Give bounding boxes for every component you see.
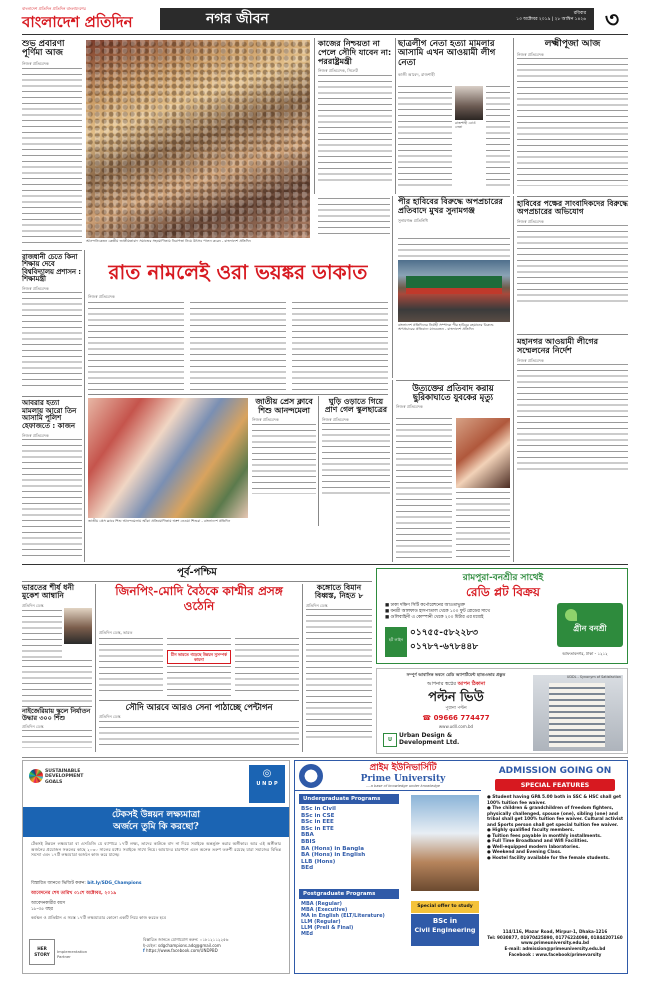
ug-title: Undergraduate Programs — [299, 794, 399, 804]
program-item[interactable]: LLB (Hons) — [301, 858, 336, 865]
article-text — [517, 225, 628, 305]
partner-logo: HER STORY — [29, 939, 55, 965]
article-text-col2 — [456, 492, 510, 558]
prime-facebook[interactable]: Facebook : www.facebook/primevarsity — [508, 951, 602, 957]
article-text-col2 — [190, 302, 286, 390]
byline: প্রতিদিন ডেস্ক — [99, 714, 121, 720]
byline: প্রতিদিন ডেস্ক — [22, 724, 44, 730]
uddl-logo-icon: U — [383, 733, 397, 747]
ad-offer: সম্পূর্ণ আবাসিক ভবনে রেডি অ্যাপার্টমেন্ট হ্যান্ডওভার প্রস্তুত — [406, 672, 506, 677]
ad-bullets — [385, 603, 555, 621]
headline: সৌদি আরবে আরও সেনা পাঠাচ্ছে পেন্টাগন — [125, 702, 273, 712]
article-text — [517, 364, 628, 474]
headline: কঙ্গোতে বিমান বিধ্বস্ত, নিহত ৮ — [314, 583, 364, 601]
article-text — [22, 292, 82, 388]
byline: নিজস্ব প্রতিবেদক — [22, 285, 49, 291]
ad-note: কর্মস্থল ও প্রতিষ্ঠান এ সমস্ত ১৭টি লক্ষ্যমাত্রার কোনো একটি নিয়ে কাজ করতে হবে — [31, 915, 167, 920]
article-text — [318, 75, 392, 181]
article-purnima[interactable] — [22, 40, 82, 240]
photo-caption: জাতীয় প্রেস ক্লাবে শিশু আনন্দমেলায় আঁকা প্রতিযোগিতায় অংশ নেওয়া শিশুরা - বাংলাদেশ প্রতিদিন — [88, 519, 231, 523]
prime-website[interactable]: www.primeuniversity.edu.bd — [521, 940, 589, 946]
program-item[interactable]: BSc in CSE — [301, 812, 335, 819]
byline: নিজস্ব প্রতিবেদক — [396, 404, 423, 410]
article-abrar[interactable] — [22, 400, 82, 560]
crowd-photo[interactable] — [86, 40, 310, 238]
protest-photo[interactable] — [398, 260, 510, 322]
university-crest-icon — [299, 764, 323, 788]
campus-photo[interactable] — [411, 795, 479, 891]
prime-header: প্রাইম ইউনিভার্সিটি Prime University ....a base of knowledge under knowledge — [295, 761, 481, 791]
article-lakshmi[interactable] — [517, 40, 628, 190]
article-pir-head[interactable] — [398, 198, 510, 238]
ad-bullet: ■ গুলিবাহিনী এ কোম্পানী থেকে ২০০ মিটার এর মধ্যেই — [385, 614, 484, 620]
article-uttokto[interactable] — [396, 384, 510, 560]
ad-address: আফতাবনগর, ঢাকা - ১২১২ — [562, 651, 608, 656]
hotline-label: হট লাইন — [385, 627, 407, 657]
facebook-link[interactable]: f https://www.facebook.com/UNDPBD — [143, 948, 218, 954]
byline: নিজস্ব প্রতিবেদক — [517, 218, 544, 224]
article-kajer[interactable] — [318, 40, 392, 190]
program-item[interactable]: BBA — [301, 832, 314, 839]
ad-subheadline: রেডি প্লট বিক্রয় — [465, 585, 541, 599]
article-text-col3 — [292, 302, 388, 390]
article-text — [398, 86, 452, 188]
byline: নিজস্ব প্রতিবেদক — [88, 294, 115, 299]
ad-bullet: ■ ঢাকা দক্ষিণ সিটি কর্পোরেশনের আওতাভুক্ত — [385, 603, 465, 608]
byline: প্রতিদিন ডেস্ক — [22, 602, 44, 608]
section-banner — [160, 8, 594, 30]
headline: কাজের নিশ্চয়তা না পেলে সৌদি যাবেন না: পররাষ্ট্রমন্ত্রী — [318, 39, 392, 66]
article-text — [22, 439, 82, 557]
feature-item: ● Weekend and Evening Class. — [487, 850, 562, 855]
hotline-phone-1[interactable]: ০১৭৫৫-৫৮২২৮৩ — [410, 628, 479, 638]
headline: মহানগর আওয়ামী লীগের সম্মেলনের নির্দেশ — [517, 337, 599, 355]
bsc-civil-offer[interactable]: BSc in Civil Engineering — [411, 914, 479, 946]
article-jatiya-press[interactable] — [252, 398, 316, 518]
byline: নিজস্ব প্রতিবেদক — [22, 432, 49, 438]
headline: পীর হাবিবের বিরুদ্ধে অপপ্রচারের প্রতিবাদে মুখর সুনামগঞ্জ — [398, 197, 503, 215]
leaf-icon — [565, 609, 577, 621]
byline: নিজস্ব প্রতিবেদক — [517, 51, 544, 57]
headline: আবরার হত্যা মামলায় আরো তিন আসামি পুলিশ হেফাজতে : কাজন — [22, 399, 77, 431]
headline: উত্যক্তের প্রতিবাদ করায় ছুরিকাঘাতে যুবকের মৃত্যু — [412, 383, 494, 403]
hand-illustration[interactable] — [456, 418, 510, 488]
article-text — [22, 68, 82, 248]
brand-logo: গ্রীন বনশ্রী — [557, 603, 623, 647]
portrait-photo[interactable] — [455, 86, 483, 120]
article-text-col2 — [486, 86, 510, 188]
program-item[interactable]: BSc in EEE — [301, 819, 334, 826]
article-habib-sangbadik[interactable] — [517, 200, 628, 330]
sdg-question: টেকসই উন্নয়ন লক্ষ্যমাত্রা অর্জনে তুমি কি করছো? — [23, 807, 289, 837]
headline: রাজধানী চেতে কিনা শিক্ষায় দেবে বিশ্ববিদ্যালয় প্রশাসন : শিক্ষামন্ত্রী — [22, 253, 81, 284]
ad-age: আবেদনকারীর বয়স ১৮-৩৫ বছর — [31, 901, 66, 912]
features-title: SPECIAL FEATURES — [495, 779, 615, 791]
article-ghuri[interactable] — [322, 398, 390, 518]
mukesh-photo[interactable] — [64, 608, 92, 644]
pg-programs — [301, 901, 409, 937]
feature-item: ● Hostel facility available for the female students. — [487, 855, 610, 861]
ad-website[interactable]: www.udll.com.bd — [438, 724, 474, 729]
special-offer: Special offer to study — [411, 901, 479, 913]
headline-kashmir[interactable]: জিনপিং-মোদি বৈঠকে কাশ্মীর প্রসঙ্গ ওঠেনি — [115, 584, 283, 613]
byline: নিজস্ব প্রতিবেদক — [322, 416, 349, 422]
article-congo[interactable] — [306, 584, 372, 752]
ad-deadline: আবেদনের শেষ তারিখ ৩১শে অক্টোবর, ২০১৯ — [31, 891, 117, 896]
program-item[interactable]: LLM (Preli & Final) — [301, 925, 354, 931]
children-drawing-photo[interactable] — [88, 398, 248, 518]
ad-place: পুরানা পল্টন — [445, 706, 467, 711]
sdg-label: SUSTAINABLE DEVELOPMENT GOALS — [45, 769, 84, 785]
byline: প্রতিদিন ডেস্ক, ভারত — [99, 630, 133, 635]
feature-item: ● Student having GPA 5.00 both in SSC & HSC shall get 100% tuition fee waiver. — [487, 795, 622, 806]
program-item[interactable]: MBA (Regular) — [301, 901, 342, 907]
article-nigeria[interactable] — [22, 708, 92, 752]
program-item[interactable]: BSc in Civil — [301, 806, 336, 812]
headline: হাবিবের পক্ষের সাংবাদিকদের বিরুদ্ধে অপপ্রচারের অভিযোগ — [517, 199, 628, 217]
article-text — [252, 424, 316, 494]
ad-title: পল্টন ভিউ — [428, 690, 484, 705]
issue-date: রবিবার ১৩ অক্টোবর ২০১৯ | ২৮ আশ্বিন ১৪২৬ — [516, 11, 586, 22]
program-item[interactable]: BEd — [301, 865, 314, 872]
photo-caption: আনন্দনিকেতন কেন্দ্রীয় জাতীয়তাবাদ সমাজের সহযোগিতায় নিরাপত্তা নিয়ে উৎসব পালন করেন - বাংলাদেশ প্রতিদিন — [86, 239, 251, 243]
globe-icon: ◎ — [262, 768, 272, 779]
page-number: ৩ — [604, 7, 620, 33]
article-chhatraleague[interactable] — [398, 40, 510, 190]
article-text — [88, 302, 184, 390]
prime-email[interactable]: E-mail: admission@primeuniversity.edu.bd — [504, 946, 606, 952]
partner-label: Implementation Partner — [57, 949, 88, 960]
ad-paltan-view[interactable] — [376, 668, 628, 754]
building-render[interactable]: UDDL - Synonym of Satisfaction — [533, 675, 623, 751]
pir-text-left — [318, 198, 390, 236]
program-item[interactable]: LLM (Regular) — [301, 919, 341, 925]
ad-link[interactable]: bit.ly/SDG_Champions — [87, 881, 142, 886]
headline: নাইজেরিয়ায় স্কুলে নির্যাতন উদ্ধার ৩০০ শিশু — [22, 707, 91, 723]
article-text — [396, 418, 452, 558]
byline: সুনামগঞ্জ প্রতিনিধি — [398, 217, 428, 223]
facebook-icon: f — [143, 948, 145, 954]
byline: নিজস্ব প্রতিবেদক — [252, 417, 279, 423]
program-item[interactable]: BBIS — [301, 838, 316, 845]
ad-headline: রামপুরা-বনশ্রীর সাথেই — [462, 573, 544, 583]
byline: কাজী আবেদ, রাজশাহী — [398, 72, 435, 78]
ug-programs — [301, 806, 409, 872]
masthead-tagline: বাংলাদেশ প্রতিদিন প্রতিদিন বাংলাদেশের — [22, 6, 86, 11]
ad-intro: আপনার স্বপ্নের আপন ঠিকানা — [426, 681, 486, 687]
program-item[interactable]: MEd — [301, 931, 313, 937]
pull-quote: চীন ভারতে গড়েছে উন্নয়ন সুসম্পর্ক কামনা — [167, 650, 231, 664]
ad-green-banoshree[interactable] — [376, 568, 628, 664]
feature-item: ● The children & grandchildren of freedom fighters, physically challenged, spouse (one), sibling (one) and tribal shall get 100% tuition fee waiver. Cultural activist and Sports person shall get special tuition fee waiver. — [487, 806, 624, 828]
headline: ঘুড়ি ওড়াতে গিয়ে প্রাণ গেল স্কুলছাত্রের — [324, 397, 388, 415]
byline: নিজস্ব প্রতিবেদক — [22, 60, 49, 66]
byline: প্রতিদিন ডেস্ক — [306, 602, 328, 608]
headline: ভারতের শীর্ষ ধনী মুকেশ আম্বানি — [22, 583, 75, 601]
headline: লক্ষ্মীপূজা আজ — [544, 39, 601, 49]
sdg-wheel-icon — [29, 769, 43, 783]
article-saudi[interactable] — [99, 703, 299, 753]
byline: নিজস্ব প্রতিবেদক — [517, 357, 544, 363]
ad-undp-sdg[interactable] — [22, 760, 290, 974]
article-text — [517, 58, 628, 186]
prime-contact: 114/116, Mazar Road, Mirpur-1, Dhaka-1216 Tel: 9030877, 01970425890, 01776224098, 01844207160 www.primeuniversity.edu.bd E-mail: admission@primeuniversity.edu.bd Facebook : www.facebook/primevarsity — [485, 929, 625, 957]
article-mukesh[interactable] — [22, 584, 92, 704]
ad-details: বিস্তারিত জানতে ভিজিট করুন: bit.ly/SDG_Champions — [31, 881, 142, 886]
program-item[interactable]: MA in English (ELT/Literature) — [301, 913, 385, 919]
ad-prime-university[interactable] — [294, 760, 628, 974]
feature-item: ● Tuition fees payable in monthly installments. — [487, 833, 602, 839]
phone-icon: ☎ — [422, 714, 432, 722]
article-kashmir[interactable] — [99, 628, 299, 698]
section-title: নগর জীবন — [206, 11, 269, 27]
hotline-phone-2[interactable]: ০১৭৮৭-৬৭৮৪৪৮ — [410, 642, 479, 652]
article-dakat[interactable] — [88, 292, 388, 392]
byline: নিজস্ব প্রতিবেদক, সিলেট — [318, 68, 358, 74]
article-text — [322, 423, 390, 495]
feature-item: ● Highly qualified faculty members. — [487, 828, 575, 833]
headline: শুভ প্রবারণা পূর্ণিমা আজ — [22, 39, 65, 59]
ad-body: টেকসই উন্নয়ন লক্ষ্যমাত্রা বা এসডিজি যে ব্যাপারে ১৭টি লক্ষ্য, তাদের কাউকে বাদ না দিয়ে সবাইকে অন্তর্ভুক্ত করার অঙ্গীকার। আর এই অঙ্গীকার অর্জনের প্রয়োজন সকলের কাছে ২০৩০ সালের মধ্যে। সবাইকে সাথে নিয়ে। আমাদের চারপাশে এমন অনেক তরুণ তরুণী রয়েছে যারা সমাজের বিভিন্ন সমস্যা এবং ১৭টি লক্ষ্যমাত্রা অর্জনে কাজ করে যাচ্ছে। — [31, 841, 281, 858]
headline: জাতীয় প্রেস ক্লাবে শিশু আনন্দমেলা — [255, 397, 313, 415]
headline: ছাত্রলীগ নেতা হত্যা মামলার আসামি এখন আওয়ামী লীগ নেতা — [398, 39, 496, 68]
undp-logo: ◎ U N D P — [249, 765, 285, 803]
photo-caption: রাজশাহী বোর্ড নেতা — [455, 121, 476, 130]
admission-banner: ADMISSION GOING ON — [498, 766, 612, 776]
pg-title: Postgraduate Programs — [299, 889, 399, 899]
program-item[interactable]: BSc in ETE — [301, 825, 334, 832]
photo-caption: বাংলাদেশ প্রতিদিনের নির্বাহী সম্পাদক পীর হাবিবুর রহমানের বিরুদ্ধে অপপ্রচারের প্রতিবাদে মানববন্ধন - বাংলাদেশ প্রতিদিন — [398, 323, 494, 332]
ad-brand: Urban Design & Development Ltd. — [399, 732, 460, 746]
program-item[interactable]: BA (Hons) in Bangla — [301, 845, 365, 852]
article-rajdhani[interactable] — [22, 254, 82, 394]
feature-item: ● Well-equipped modern laboratories. — [487, 844, 580, 850]
program-item[interactable]: BA (Hons) in English — [301, 852, 366, 859]
feature-item: ● Full Time Broadband and Wifi Facilities. — [487, 839, 589, 844]
ad-bullet: ■ বনশ্রী আলফাড হাসপাতাল থেকে ১০০ ফুট রোডের সাথে — [385, 608, 490, 614]
headline-dakat[interactable]: রাত নামলেই ওরা ভয়ঙ্কর ডাকাত — [108, 260, 368, 284]
section-purbo-poschim: পূর্ব-পশ্চিম — [177, 567, 217, 578]
program-item[interactable]: MBA (Executive) — [301, 907, 348, 913]
article-mohanagar[interactable] — [517, 338, 628, 558]
ad-contact: বিস্তারিত জানতে যোগাযোগ করুন: ০১৮১২১১২২৫৬ ই-মেইল: sdgchampions.adq@gmail.com f https://www.facebook.com/UNDPBD — [143, 937, 285, 954]
newspaper-logo[interactable]: বাংলাদেশ প্রতিদিন — [22, 13, 133, 31]
features-list — [487, 795, 625, 861]
pir-text — [398, 238, 510, 258]
ad-phone[interactable]: ☎ 09666 774477 — [422, 714, 490, 722]
